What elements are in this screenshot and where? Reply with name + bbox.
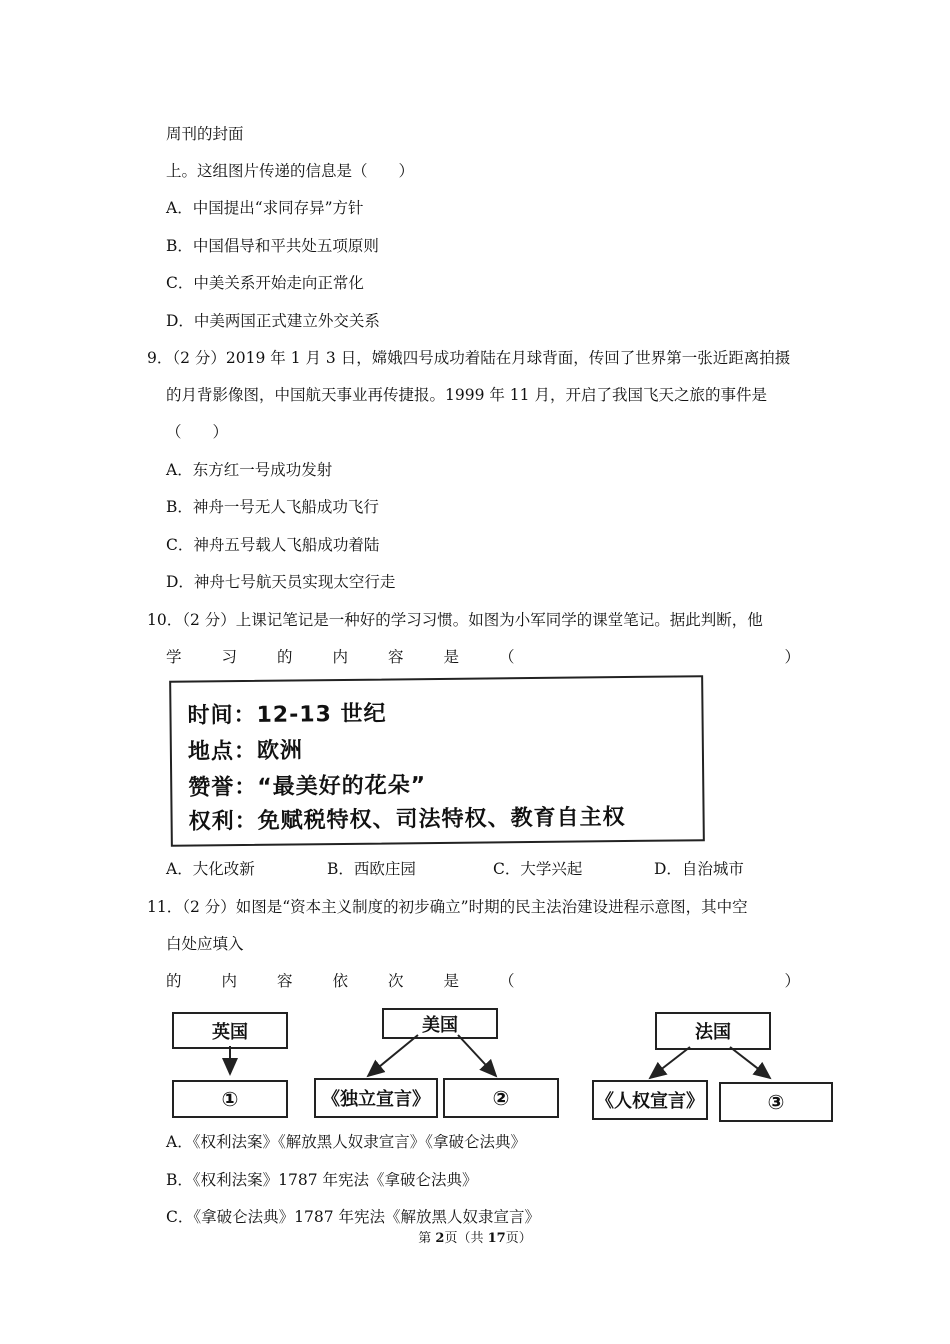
- footer-mid: 页（共: [444, 1231, 488, 1246]
- q8-option-c: C．中美关系开始走向正常化: [166, 274, 364, 292]
- note-line-time: 时间：12-13 世纪: [187, 701, 387, 729]
- note-line-rights: 权利：免赋税特权、司法特权、教育自主权: [188, 805, 626, 835]
- q10-option-b: B．西欧庄园: [327, 860, 416, 878]
- us-box: 美国: [382, 1008, 498, 1039]
- q10-stem-line1: 10．（2 分）上课记笔记是一种好的学习习惯。如图为小军同学的课堂笔记。据此判断，他: [147, 611, 763, 629]
- q10-option-a: A．大化改新: [166, 860, 255, 878]
- note-line-place: 地点：欧洲: [187, 738, 304, 765]
- q10-word: （: [499, 648, 515, 666]
- q10-word: ）: [784, 648, 800, 666]
- q11-option-b: B．《权利法案》1787 年宪法《拿破仑法典》: [166, 1171, 478, 1189]
- q11-stem-line2: 白处应填入: [166, 935, 244, 953]
- q10-word: 内: [332, 648, 349, 666]
- footer-prefix: 第: [418, 1231, 436, 1246]
- total-pages: 17: [487, 1231, 506, 1246]
- q11-word: ）: [784, 972, 800, 990]
- q9-stem-line3: （ ）: [166, 423, 229, 441]
- q10-option-d: D．自治城市: [654, 860, 744, 878]
- q9-option-b: B．神舟一号无人飞船成功飞行: [166, 498, 379, 516]
- q11-option-c: C．《拿破仑法典》1787 年宪法《解放黑人奴隶宣言》: [166, 1208, 540, 1226]
- q11-word: 次: [388, 972, 404, 990]
- q10-word: 容: [388, 648, 404, 666]
- q11-word: 的: [166, 972, 182, 990]
- q8-text-line2: 上。这组图片传递的信息是（ ）: [166, 162, 415, 180]
- note-line-praise: 赞誉：“最美好的花朵”: [188, 773, 427, 801]
- q8-text-line1: 周刊的封面: [166, 125, 244, 143]
- us-declaration-box: 《独立宣言》: [314, 1078, 438, 1118]
- q9-option-d: D．神舟七号航天员实现太空行走: [166, 573, 396, 591]
- france-declaration-box: 《人权宣言》: [592, 1080, 708, 1120]
- q9-stem-line1: 9．（2 分）2019 年 1 月 3 日，嫦娥四号成功着陆在月球背面，传回了世界第一张近距离拍摄: [147, 349, 791, 367]
- blank-box-2: ②: [443, 1078, 559, 1118]
- q9-option-a: A．东方红一号成功发射: [166, 461, 333, 479]
- q9-option-c: C．神舟五号载人飞船成功着陆: [166, 536, 380, 554]
- fr-arrow-right: [730, 1047, 770, 1078]
- page-footer: [0, 1230, 950, 1248]
- footer-suffix: 页）: [505, 1231, 532, 1246]
- q11-word: 容: [277, 972, 293, 990]
- q10-word: 的: [277, 648, 293, 666]
- blank-box-3: ③: [719, 1082, 833, 1122]
- q8-option-d: D．中美两国正式建立外交关系: [166, 312, 380, 330]
- q11-option-a: A．《权利法案》《解放黑人奴隶宣言》《拿破仑法典》: [166, 1133, 526, 1151]
- us-arrow-left: [368, 1035, 418, 1076]
- q11-word: 依: [332, 972, 349, 990]
- q11-word: （: [499, 972, 515, 990]
- q11-word: 内: [221, 972, 238, 990]
- q10-option-c: C．大学兴起: [493, 860, 583, 878]
- q10-word: 习: [221, 648, 238, 666]
- france-box: 法国: [655, 1012, 771, 1050]
- us-arrow-right: [458, 1035, 496, 1076]
- q10-word: 是: [443, 648, 460, 666]
- uk-box: 英国: [172, 1012, 288, 1049]
- q10-word: 学: [166, 648, 182, 666]
- q8-option-b: B．中国倡导和平共处五项原则: [166, 237, 379, 255]
- q11-stem-line1: 11．（2 分）如图是“资本主义制度的初步确立”时期的民主法治建设进程示意图，其中空: [147, 898, 748, 916]
- q8-option-a: A．中国提出“求同存异”方针: [166, 199, 364, 217]
- blank-box-1: ①: [172, 1080, 288, 1118]
- fr-arrow-left: [650, 1047, 690, 1078]
- page-number: 2: [435, 1231, 445, 1246]
- q11-word: 是: [443, 972, 460, 990]
- q9-stem-line2: 的月背影像图，中国航天事业再传捷报。1999 年 11 月，开启了我国飞天之旅的事件是: [166, 386, 767, 404]
